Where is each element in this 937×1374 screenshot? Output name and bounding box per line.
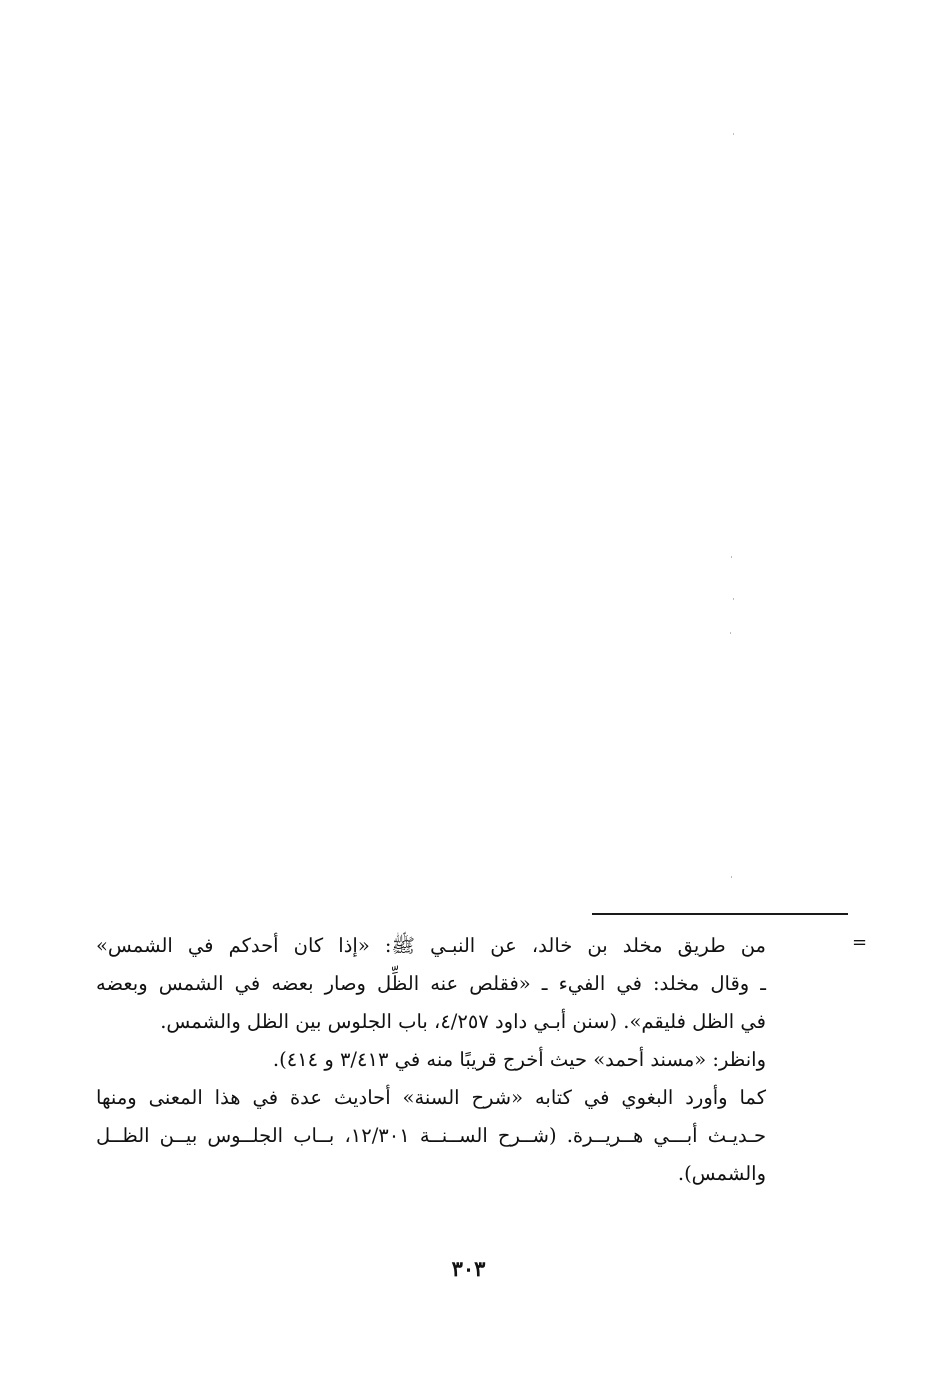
footnote-line: من طريق مخلد بن خالد، عن النبـي ﷺ: «إذا كان أحدكم في الشمس» xyxy=(96,934,766,957)
footnote-line: حـديـث أبـــي هــريــرة. (شــرح الســنــة ١٢/٣٠١، بــاب الجلــوس بيــن الظــل xyxy=(96,1124,766,1147)
footnote-line: والشمس). xyxy=(677,1162,766,1185)
scan-speck xyxy=(733,133,734,135)
footnote-text xyxy=(96,927,766,1193)
scan-speck xyxy=(731,556,732,558)
footnote-line: في الظل فليقم». (سنن أبـي داود ٤/٢٥٧، باب الجلوس بين الظل والشمس. xyxy=(160,1010,766,1033)
scan-speck xyxy=(733,598,734,600)
scan-speck xyxy=(731,876,732,878)
page-number: ٣٠٣ xyxy=(451,1256,486,1281)
footnote-separator-rule xyxy=(592,913,848,915)
scan-speck xyxy=(730,632,731,634)
footnote-line: كما وأورد البغوي في كتابه «شرح السنة» أحاديث عدة في هذا المعنى ومنها xyxy=(96,1086,766,1109)
footnote-continuation-mark: = xyxy=(852,932,868,953)
footnote-line: وانظر: «مسند أحمد» حيث أخرج قريبًا منه في ٣/٤١٣ و ٤١٤). xyxy=(272,1048,766,1071)
footnote-line: ـ وقال مخلد: في الفيء ـ «فقلص عنه الظِّل وصار بعضه في الشمس وبعضه xyxy=(96,972,766,995)
